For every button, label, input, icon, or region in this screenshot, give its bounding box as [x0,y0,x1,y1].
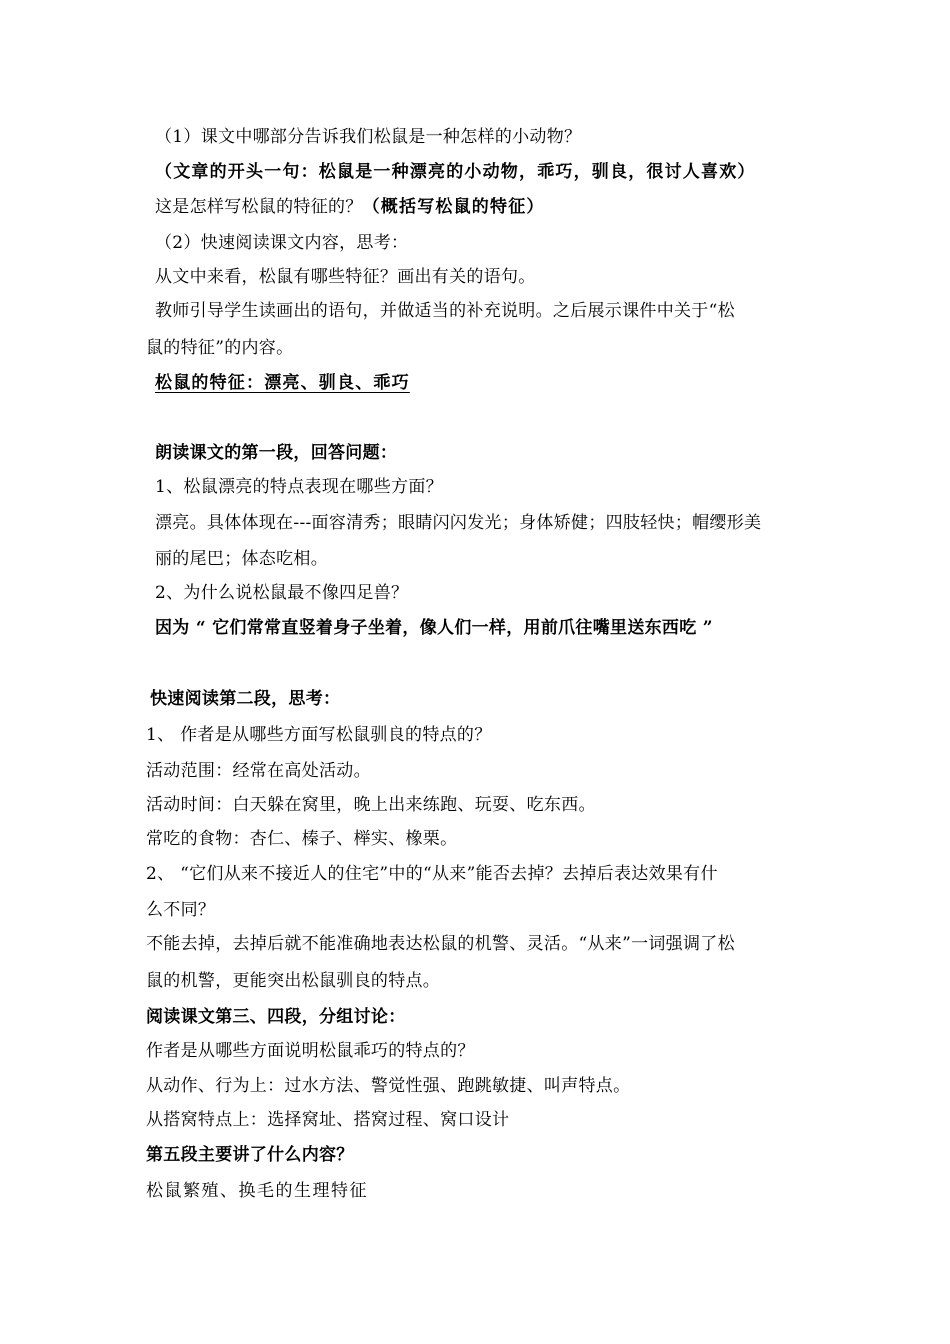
section-2-answer-2: 因为 “ 它们常常直竖着身子坐着，像人们一样，用前爪往嘴里送东西吃 ” [155,618,713,638]
action-behavior-answer: 从动作、行为上：过水方法、警觉性强、跑跳敏捷、叫声特点。 [146,1076,631,1096]
section-2-heading: 朗读课文的第一段，回答问题： [155,443,398,463]
section-2-answer-1-line-2: 丽的尾巴；体态吃相。 [155,549,328,569]
follow-up-text: 这是怎样写松鼠的特征的？ [155,197,363,217]
question-1-answer: （文章的开头一句：松鼠是一种漂亮的小动物，乖巧，驯良，很讨人喜欢） [155,162,756,182]
common-food: 常吃的食物：杏仁、榛子、榉实、橡栗。 [146,829,458,849]
teacher-guide-line-2: 鼠的特征”的内容。 [146,338,294,358]
section-3-question-1: 1、 作者是从哪些方面写松鼠驯良的特点的？ [146,725,492,745]
section-3-answer-2-line-1: 不能去掉，去掉后就不能准确地表达松鼠的机警、灵活。“从来”一词强调了松 [146,934,735,954]
section-2-question-2: 2、为什么说松鼠最不像四足兽？ [155,583,409,603]
question-2-sub: 从文中来看，松鼠有哪些特征？画出有关的语句。 [155,267,536,287]
teacher-guide-line-1: 教师引导学生读画出的语句，并做适当的补充说明。之后展示课件中关于“松 [155,301,735,321]
follow-up-answer: （概括写松鼠的特征） [362,197,545,217]
section-3-heading: 快速阅读第二段，思考： [150,689,341,709]
section-5-answer: 松鼠繁殖、换毛的生理特征 [146,1181,368,1201]
section-3-answer-2-line-2: 鼠的机警，更能突出松鼠驯良的特点。 [146,971,441,991]
section-2-question-1: 1、松鼠漂亮的特点表现在哪些方面？ [155,477,443,497]
section-5-heading: 第五段主要讲了什么内容？ [146,1145,354,1165]
activity-range: 活动范围：经常在高处活动。 [146,761,371,781]
nest-building-answer: 从搭窝特点上：选择窝址、搭窝过程、窝口设计 [146,1110,510,1130]
question-1-follow-up [155,196,545,218]
section-4-question: 作者是从哪些方面说明松鼠乖巧的特点的？ [146,1041,475,1061]
section-3-question-2-line-2: 么不同？ [146,900,216,920]
question-2: （2）快速阅读课文内容，思考： [155,233,409,253]
section-3-question-2-line-1: 2、 “它们从来不接近人的住宅”中的“从来”能否去掉？去掉后表达效果有什 [146,864,718,884]
squirrel-features: 松鼠的特征：漂亮、驯良、乖巧 [155,373,410,393]
section-4-heading: 阅读课文第三、四段，分组讨论： [146,1007,406,1027]
question-1: （1）课文中哪部分告诉我们松鼠是一种怎样的小动物？ [155,127,582,147]
section-2-answer-1-line-1: 漂亮。具体体现在---面容清秀；眼睛闪闪发光；身体矫健；四肢轻快；帽缨形美 [155,513,762,533]
activity-time: 活动时间：白天躲在窝里，晚上出来练跑、玩耍、吃东西。 [146,795,596,815]
